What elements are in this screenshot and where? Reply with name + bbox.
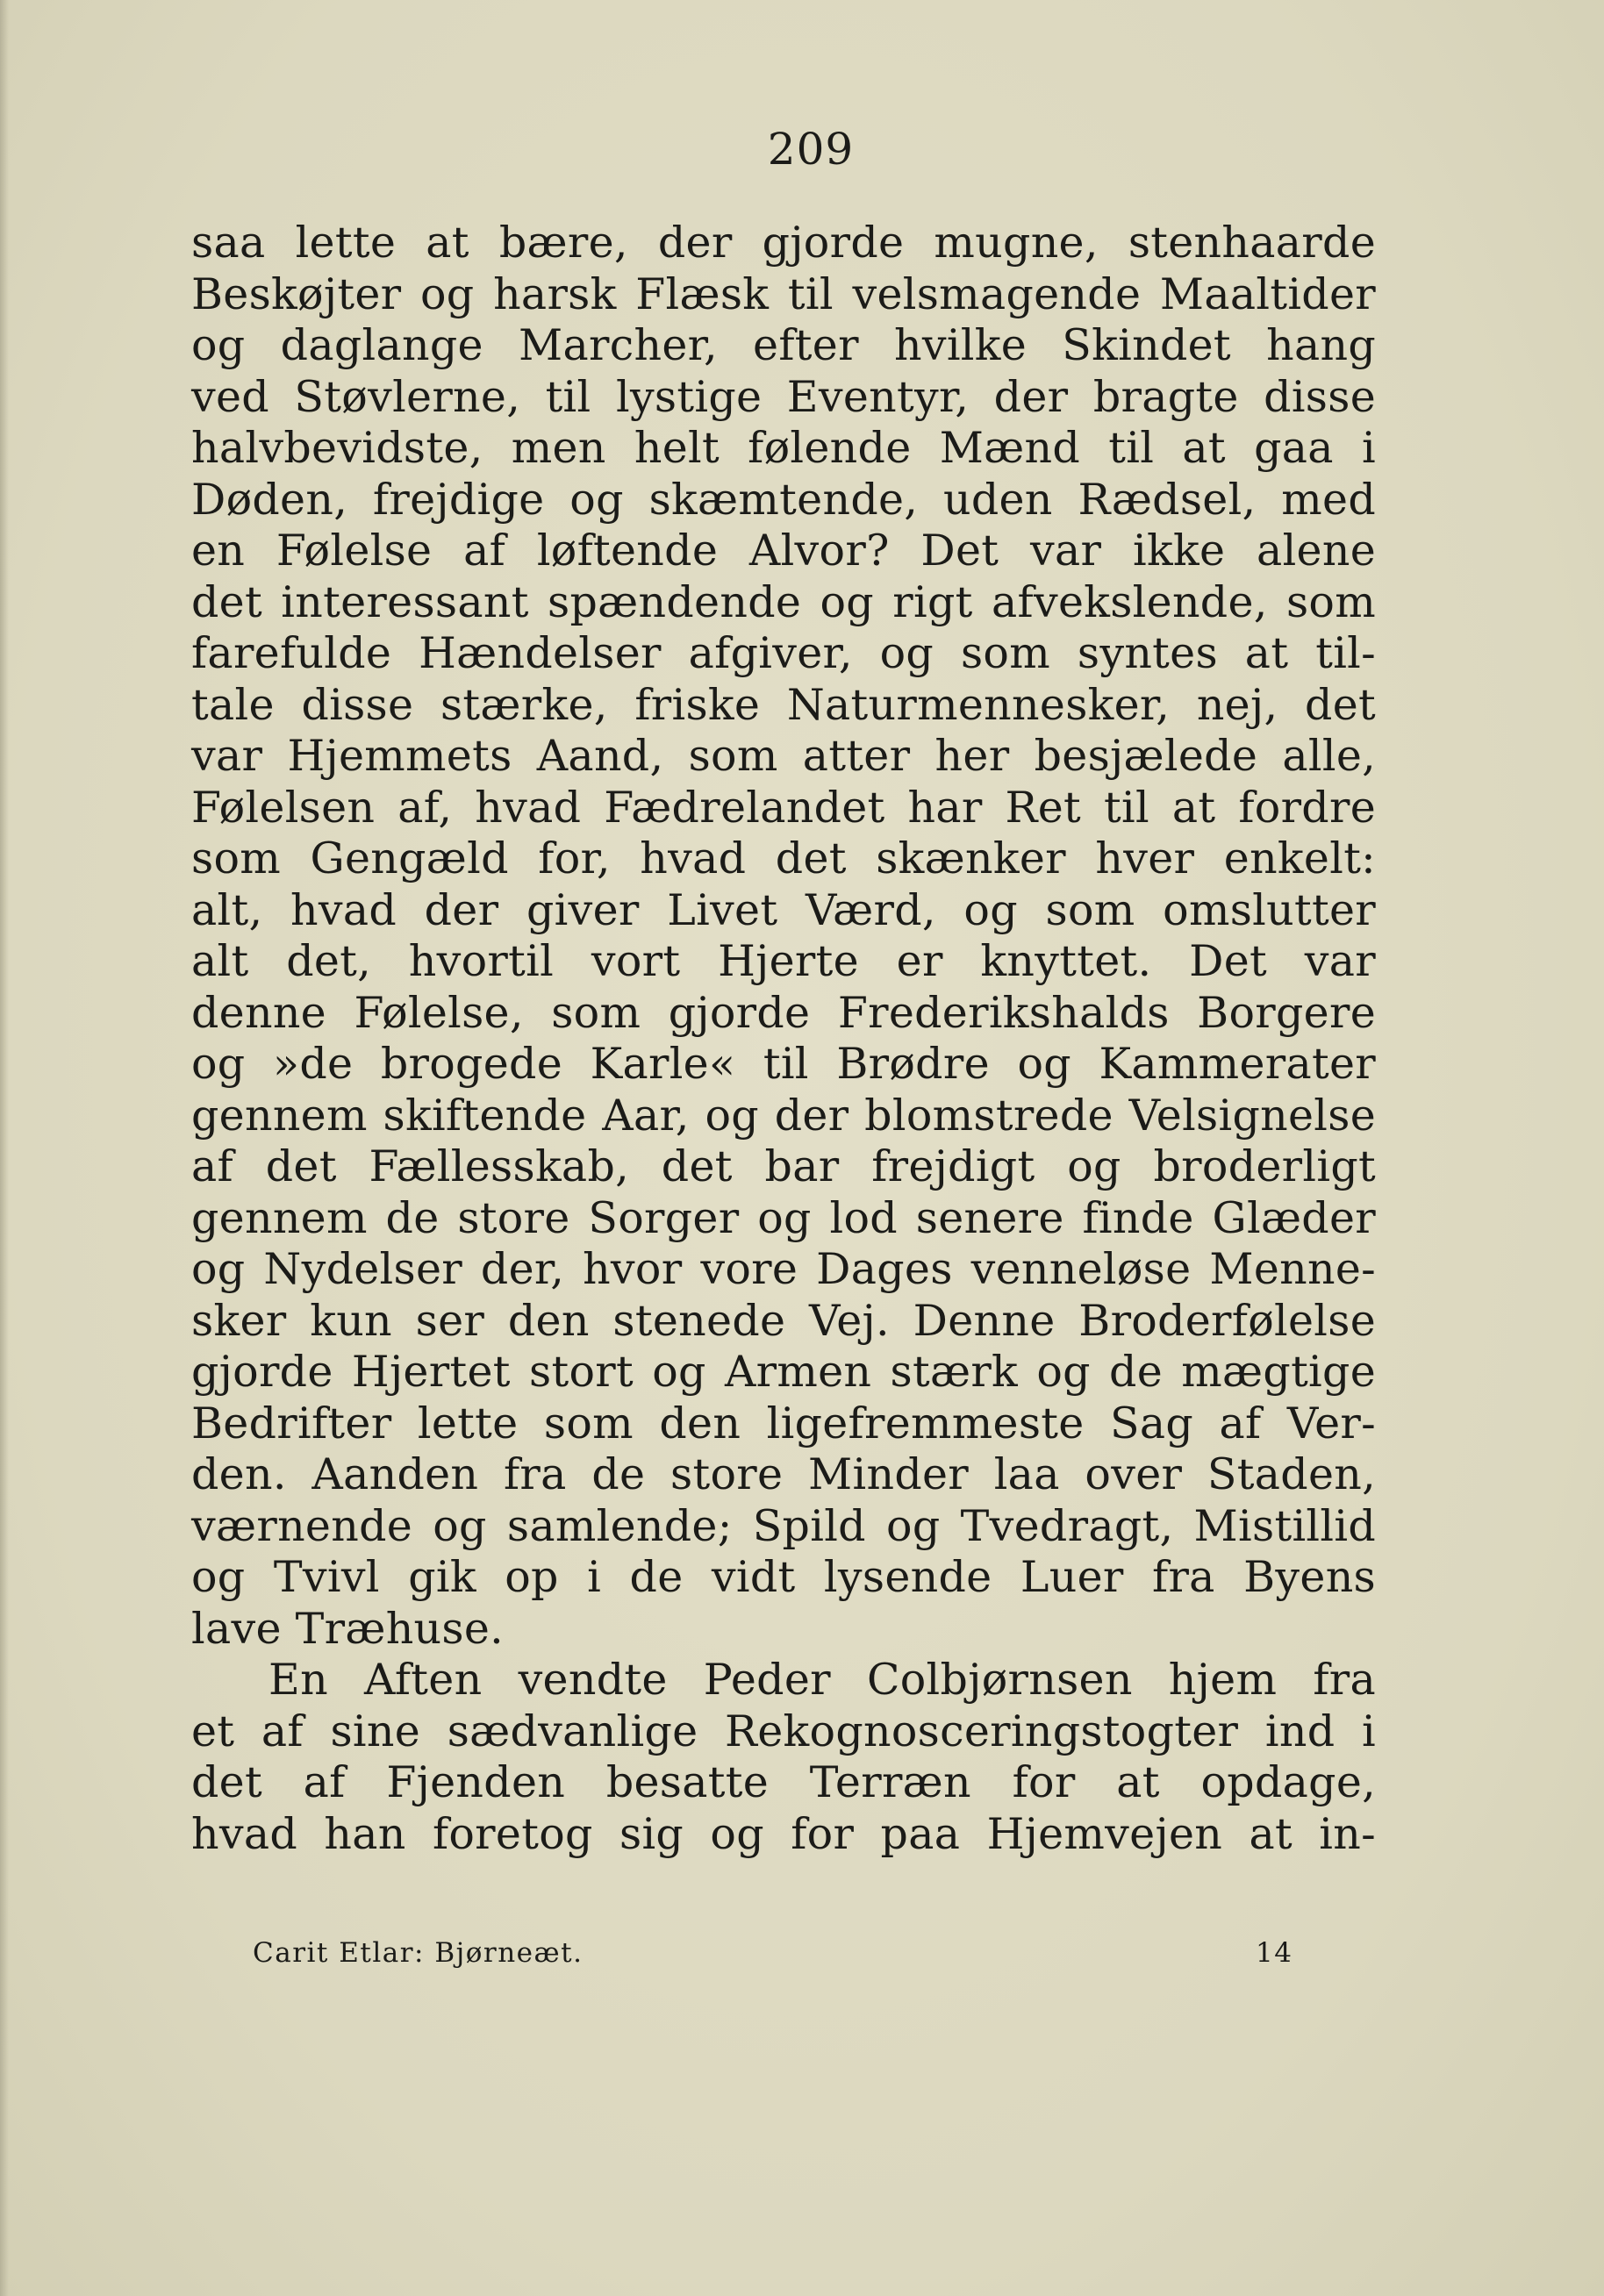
printer-signature: Carit Etlar: Bjørneæt. [253, 1937, 584, 1969]
text-line: det interessant spændende og rigt afvekslende, som [191, 576, 1376, 627]
text-line: var Hjemmets Aand, som atter her besjælede alle, [191, 731, 1376, 781]
text-line: et af sine sædvanlige Rekognosceringstogter ind i [191, 1706, 1376, 1756]
text-line: gennem skiftende Aar, og der blomstrede Velsignelse [191, 1090, 1376, 1141]
text-line: som Gengæld for, hvad det skænker hver enkelt: [191, 833, 1376, 883]
page-footer [253, 1935, 1293, 1971]
text-line: det af Fjenden besatte Terræn for at opdage, [191, 1757, 1376, 1807]
page-number: 209 [767, 124, 855, 175]
text-line-paragraph-start: En Aften vendte Peder Colbjørnsen hjem fra [269, 1655, 1376, 1705]
text-line: halvbevidste, men helt følende Mænd til at gaa i [191, 423, 1376, 473]
text-line: gennem de store Sorger og lod senere finde Glæder [191, 1192, 1376, 1243]
text-line: farefulde Hændelser afgiver, og som syntes at til- [191, 628, 1376, 678]
text-line: alt det, hvortil vort Hjerte er knyttet. Det var [191, 936, 1376, 986]
page-edge-shadow [0, 0, 9, 2296]
text-line: en Følelse af løftende Alvor? Det var ikke alene [191, 526, 1376, 576]
text-line: og Nydelser der, hvor vore Dages venneløse Menne- [191, 1244, 1376, 1294]
text-line: Beskøjter og harsk Flæsk til velsmagende Maaltider [191, 268, 1376, 319]
text-line: ved Støvlerne, til lystige Eventyr, der bragte disse [191, 371, 1376, 422]
text-line: tale disse stærke, friske Naturmennesker, nej, det [191, 679, 1376, 730]
text-line: denne Følelse, som gjorde Frederikshalds Borgere [191, 987, 1376, 1038]
text-line: alt, hvad der giver Livet Værd, og som omslutter [191, 884, 1376, 935]
body-text [191, 218, 1376, 1860]
text-line: og »de brogede Karle« til Brødre og Kammerater [191, 1039, 1376, 1089]
text-line-paragraph-end: lave Træhuse. [191, 1603, 505, 1654]
text-line: og daglange Marcher, efter hvilke Skindet hang [191, 320, 1376, 370]
text-line: Bedrifter lette som den ligefremmeste Sag af Ver- [191, 1398, 1376, 1448]
text-line: Følelsen af, hvad Fædrelandet har Ret til at fordre [191, 782, 1376, 833]
text-line: sker kun ser den stenede Vej. Denne Broderfølelse [191, 1295, 1376, 1346]
text-line: og Tvivl gik op i de vidt lysende Luer fra Byens [191, 1552, 1376, 1602]
text-line: hvad han foretog sig og for paa Hjemvejen at in- [191, 1808, 1376, 1859]
text-line: Døden, frejdige og skæmtende, uden Rædsel, med [191, 474, 1376, 525]
text-line: af det Fællesskab, det bar frejdigt og broderligt [191, 1141, 1376, 1191]
text-line: den. Aanden fra de store Minder laa over Staden, [191, 1449, 1376, 1499]
sheet-number: 14 [1256, 1937, 1293, 1969]
text-line: værnende og samlende; Spild og Tvedragt, Mistillid [191, 1500, 1376, 1551]
text-line: saa lette at bære, der gjorde mugne, stenhaarde [191, 218, 1376, 268]
text-line: gjorde Hjertet stort og Armen stærk og de mægtige [191, 1347, 1376, 1397]
